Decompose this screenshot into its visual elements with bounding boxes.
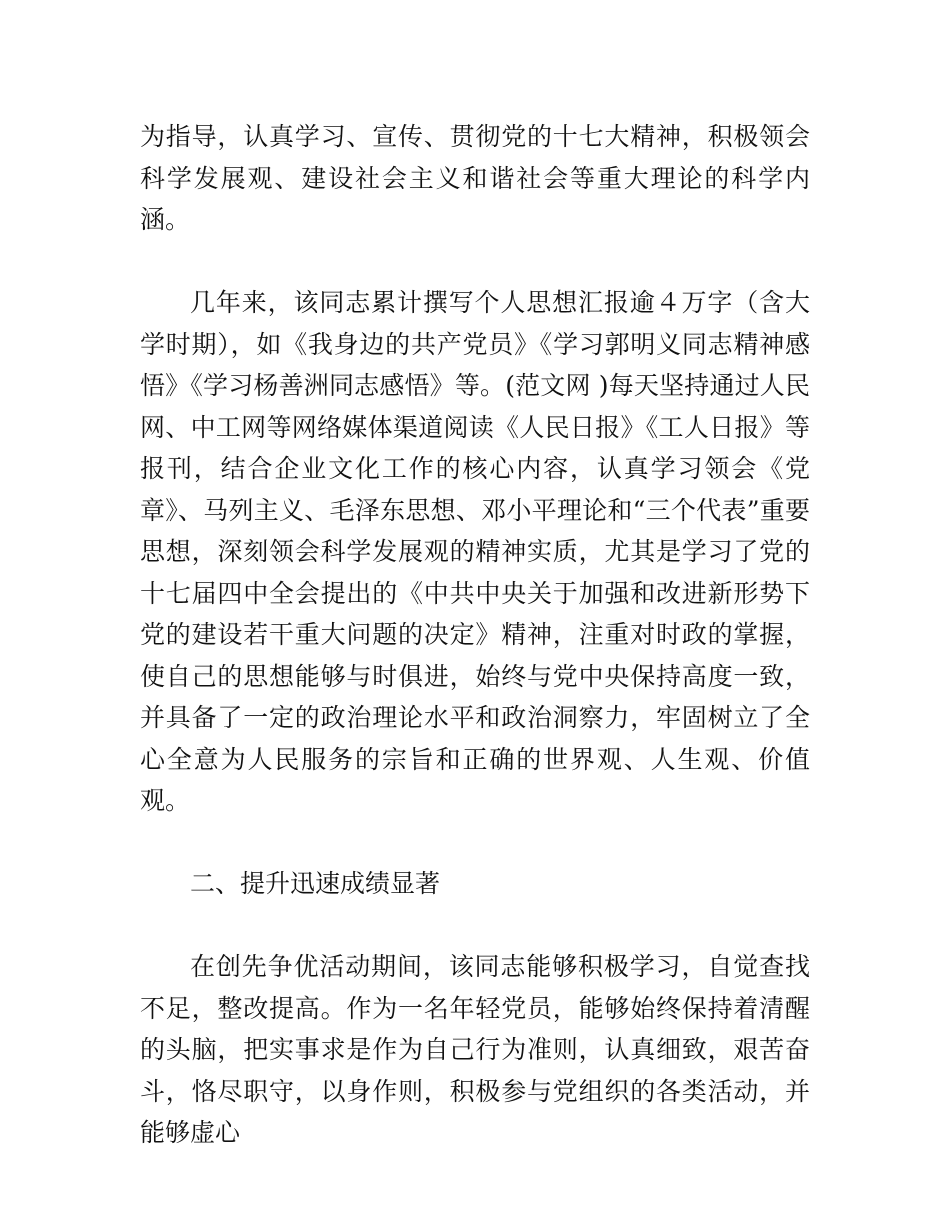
paragraph-activities: 在创先争优活动期间，该同志能够积极学习，自觉查找不足，整改提高。作为一名年轻党员，能够始终保持着清醒的头脑，把实事求是作为自己行为准则，认真细致，艰苦奋斗，恪尽职守，以身作则，积极参与党组织的各类活动，并能够虚心	[140, 952, 810, 1147]
section-heading: 二、提升迅速成绩显著	[190, 869, 441, 898]
paragraph-continuation: 为指导，认真学习、宣传、贯彻党的十七大精神，积极领会科学发展观、建设社会主义和谐社会等重大理论的科学内涵。	[140, 122, 810, 234]
paragraph-thought-reports: 几年来，该同志累计撰写个人思想汇报逾４万字（含大学时期），如《我身边的共产党员》《学习郭明义同志精神感悟》《学习杨善洲同志感悟》等。(范文网 )每天坚持通过人民网、中工网等网络媒体渠道阅读《人民日报》《工人日报》等报刊，结合企业文化工作的核心内容，认真学习领会《党章》、马列主义、毛泽东思想、邓小平理论和“三个代表”重要思想，深刻领会科学发展观的精神实质，尤其是学习了党的十七届四中全会提出的《中共中央关于加强和改进新形势下党的建设若干重大问题的决定》精神，注重对时政的掌握，使自己的思想能够与时俱进，始终与党中央保持高度一致，并具备了一定的政治理论水平和政治洞察力，牢固树立了全心全意为人民服务的宗旨和正确的世界观、人生观、价值观。	[140, 288, 810, 815]
document-body	[140, 116, 810, 1195]
